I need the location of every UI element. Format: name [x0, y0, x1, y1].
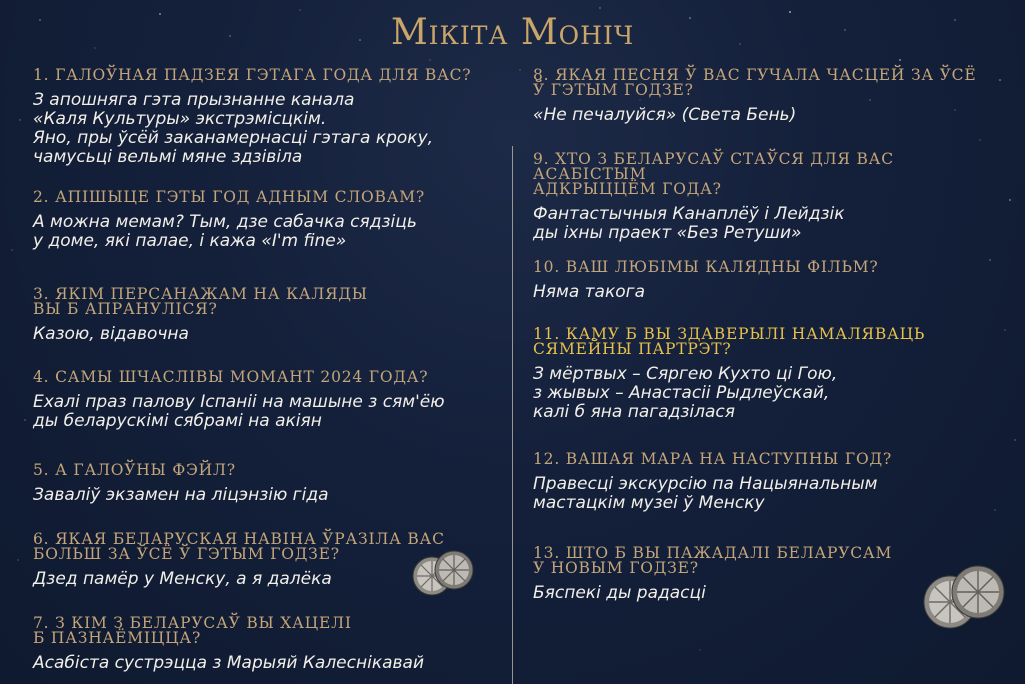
question-3: 3. ЯКІМ ПЕРСАНАЖАМ НА КАЛЯДЫ ВЫ Б АПРАНУЛІСЯ?	[33, 285, 368, 318]
qa-item-5	[33, 463, 503, 505]
answer-1: З апошняга гэта прызнанне канала «Каля Культуры» экстрэмісцкім. Яно, пры ўсёй заканамернасці гэтага кроку, чамусьці вельмі мяне здзівіла	[33, 90, 434, 167]
question-8: 8. ЯКАЯ ПЕСНЯ Ў ВАС ГУЧАЛА ЧАСЦЕЙ ЗА ЎСЁ Ў ГЭТЫМ ГОДЗЕ?	[533, 66, 977, 99]
question-12: 12. ВАШАЯ МАРА НА НАСТУПНЫ ГОД?	[533, 450, 893, 468]
answer-6: Дзед памёр у Менску, а я далёка	[33, 569, 332, 589]
qa-item-2	[33, 190, 503, 251]
answer-3: Казою, відавочна	[33, 324, 189, 344]
answer-11: З мёртвых – Сяргею Кухто ці Гою, з жывых – Анастасіі Рыдлеўскай, калі б яна пагадзілася	[533, 364, 838, 422]
question-2: 2. АПІШЫЦЕ ГЭТЫ ГОД АДНЫМ СЛОВАМ?	[33, 188, 426, 206]
question-11: 11. КАМУ Б ВЫ ЗДАВЕРЫЛІ НАМАЛЯВАЦЬ СЯМЕЙНЫ ПАРТРЭТ?	[533, 325, 926, 358]
question-4: 4. САМЫ ШЧАСЛІВЫ МОМАНТ 2024 ГОДА?	[33, 368, 429, 386]
qa-item-1	[33, 68, 503, 167]
question-5: 5. А ГАЛОЎНЫ ФЭЙЛ?	[33, 461, 236, 479]
citrus-coins-icon	[412, 546, 476, 598]
question-1: 1. ГАЛОЎНАЯ ПАДЗЕЯ ГЭТАГА ГОДА ДЛЯ ВАС?	[33, 66, 472, 84]
question-10: 10. ВАШ ЛЮБІМЫ КАЛЯДНЫ ФІЛЬМ?	[533, 258, 879, 276]
answer-7: Асабіста сустрэцца з Марыяй Калеснікавай	[33, 653, 424, 673]
qa-item-9	[533, 152, 1003, 243]
answer-9: Фантастычныя Канаплёў і Лейдзік ды іхны праект «Без Ретуши»	[533, 204, 845, 243]
answer-8: «Не печалуйся» (Света Бень)	[533, 105, 797, 125]
answer-4: Ехалі праз палову Іспаніі на машыне з сям'ёю ды беларускімі сябрамі на акіян	[33, 392, 445, 431]
qa-item-7	[33, 616, 503, 673]
qa-item-3	[33, 287, 503, 344]
qa-item-10	[533, 260, 1003, 302]
question-6: 6. ЯКАЯ БЕЛАРУСКАЯ НАВІНА ЎРАЗІЛА ВАС БОЛЬШ ЗА ЎСЁ Ў ГЭТЫМ ГОДЗЕ?	[33, 530, 445, 563]
qa-item-11	[533, 327, 1003, 422]
qa-item-12	[533, 452, 1003, 513]
column-divider	[512, 146, 513, 684]
question-9: 9. ХТО З БЕЛАРУСАЎ СТАЎСЯ ДЛЯ ВАС АСАБІСТЫМ АДКРЫЦЦЁМ ГОДА?	[533, 150, 894, 198]
page-title: Мікіта Моніч	[390, 12, 635, 53]
answer-5: Заваліў экзамен на ліцэнзію гіда	[33, 485, 329, 505]
answer-2: А можна мемам? Тым, дзе сабачка сядзіць у доме, які палае, і кажа «I'm fine»	[33, 212, 417, 251]
answer-13: Бяспекі ды радасці	[533, 583, 706, 603]
qa-item-4	[33, 370, 503, 431]
answer-10: Няма такога	[533, 282, 645, 302]
question-7: 7. З КІМ З БЕЛАРУСАЎ ВЫ ХАЦЕЛІ Б ПАЗНАЁМІЦЦА?	[33, 614, 352, 647]
qa-item-8	[533, 68, 1003, 125]
citrus-coins-icon	[922, 560, 1008, 632]
question-13: 13. ШТО Б ВЫ ПАЖАДАЛІ БЕЛАРУСАМ У НОВЫМ ГОДЗЕ?	[533, 544, 893, 577]
answer-12: Правесці экскурсію па Нацыянальным мастацкім музеі ў Менску	[533, 474, 878, 513]
